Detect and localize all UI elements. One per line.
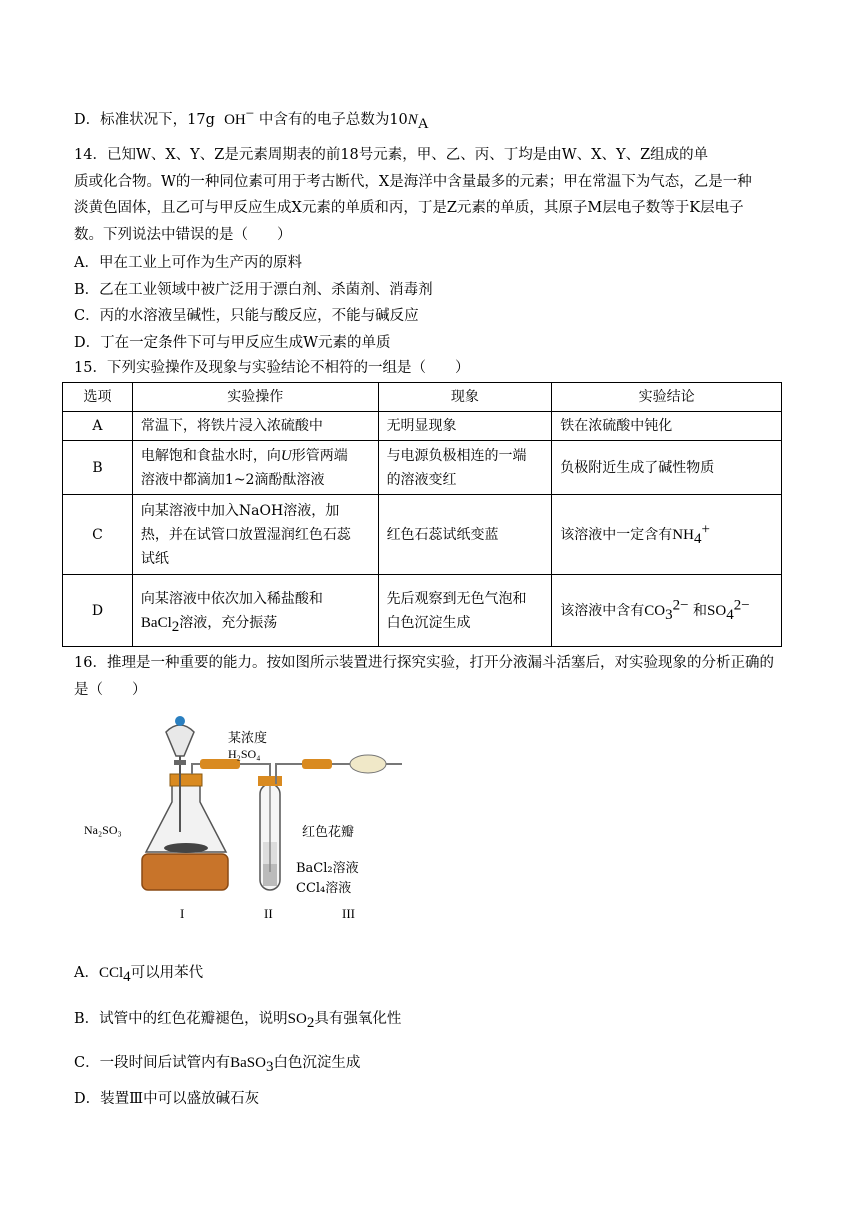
drying-tube xyxy=(350,755,386,773)
q14-stem-line: 数。下列说法中错误的是（ ） xyxy=(74,226,292,243)
row-key: C xyxy=(63,495,133,575)
q16-option-c: C．一段时间后试管内有BaSO$_3$白色沉淀生成 xyxy=(74,1055,361,1075)
hot-plate xyxy=(142,854,228,890)
table-row-d xyxy=(63,575,782,647)
row-key: A xyxy=(63,412,133,441)
apparatus-figure xyxy=(80,712,420,932)
table-header-row xyxy=(63,383,782,412)
q14-option-d: D．丁在一定条件下可与甲反应生成W元素的单质 xyxy=(74,334,391,351)
row-phenomenon: 红色石蕊试纸变蓝 xyxy=(378,495,552,575)
row-operation: 电解饱和食盐水时，向U形管两端 溶液中都滴加1~2滴酚酞溶液 xyxy=(132,441,378,495)
q14-option-b: B．乙在工业领域中被广泛用于漂白剂、杀菌剂、消毒剂 xyxy=(74,281,433,298)
conical-flask xyxy=(146,782,226,852)
row-operation: 向某溶液中依次加入稀盐酸和 BaCl$_2$溶液，充分振荡 xyxy=(132,575,378,647)
table-row-a xyxy=(63,412,782,441)
funnel-stopper xyxy=(175,716,185,726)
row-conclusion: 负极附近生成了碱性物质 xyxy=(552,441,782,495)
row-phenomenon: 无明显现象 xyxy=(378,412,552,441)
q14-stem xyxy=(74,142,790,248)
row-operation: 常温下，将铁片浸入浓硫酸中 xyxy=(132,412,378,441)
row-conclusion: 铁在浓硫酸中钝化 xyxy=(552,412,782,441)
label-ccl4: CCl₄溶液 xyxy=(296,881,352,896)
label-na2so3: Na₂SO₃ xyxy=(84,823,122,837)
row-key: D xyxy=(63,575,133,647)
q14-option-a: A．甲在工业上可作为生产丙的原料 xyxy=(74,255,302,271)
q15-table xyxy=(62,382,782,647)
q16-option-d: D．装置Ⅲ中可以盛放碱石灰 xyxy=(74,1091,260,1107)
row-conclusion: 该溶液中含有$CO_3^{2-}$ 和$SO_4^{2-}$ xyxy=(552,575,782,647)
q16-stem-line: 是（ ） xyxy=(74,681,147,698)
row-phenomenon: 与电源负极相连的一端 的溶液变红 xyxy=(378,441,552,495)
label-ii: II xyxy=(264,906,273,921)
q14-option-c: C．丙的水溶液呈碱性，只能与酸反应，不能与碱反应 xyxy=(74,308,419,324)
label-acid-formula: H₂SO₄ xyxy=(228,747,261,761)
q14-stem-line: 14．已知W、X、Y、Z是元素周期表的前18号元素，甲、乙、丙、丁均是由W、X、Y、Z组成的单 xyxy=(74,147,709,163)
row-conclusion: 该溶液中一定含有$NH_4^+$ xyxy=(552,495,782,575)
q14-options xyxy=(74,250,790,356)
table-row-b xyxy=(63,441,782,495)
flask-stopper xyxy=(170,774,202,786)
label-i: I xyxy=(180,906,185,921)
q16-stem xyxy=(74,650,790,703)
q16-option-b: B．试管中的红色花瓣褪色，说明$SO_2$具有强氧化性 xyxy=(74,1011,402,1031)
row-key: B xyxy=(63,441,133,495)
q14-stem-line: 淡黄色固体，且乙可与甲反应生成X元素的单质和丙，丁是Z元素的单质，其原子M层电子数等于K层电子 xyxy=(74,200,744,216)
table-row-c xyxy=(63,495,782,575)
header-option: 选项 xyxy=(63,383,133,412)
header-phenomenon: 现象 xyxy=(378,383,552,412)
separating-funnel xyxy=(166,725,194,756)
label-bacl2: BaCl₂溶液 xyxy=(296,861,359,876)
header-conclusion: 实验结论 xyxy=(552,383,782,412)
q16-stem-line: 16．推理是一种重要的能力。按如图所示装置进行探究实验，打开分液漏斗活塞后，对实验现象的分析正确的 xyxy=(74,655,774,671)
q16-option-a: A．CCl$_4$可以用苯代 xyxy=(74,965,204,985)
q13-option-d: D．标准状况下，17g OH− 中含有的电子总数为$10N_A$ xyxy=(74,106,429,132)
q15-stem: 15．下列实验操作及现象与实验结论不相符的一组是（ ） xyxy=(74,360,470,376)
funnel-tap xyxy=(174,760,186,765)
q14-stem-line: 质或化合物。W的一种同位素可用于考古断代，X是海洋中含量最多的元素；甲在常温下为气态，乙是一种 xyxy=(74,173,752,190)
na2so3-solid xyxy=(164,843,208,853)
header-operation: 实验操作 xyxy=(132,383,378,412)
label-iii: III xyxy=(342,906,355,921)
tube-stopper xyxy=(258,776,282,786)
label-acid: 某浓度 xyxy=(228,731,268,746)
outlet-hose xyxy=(302,759,332,769)
row-operation: 向某溶液中加入NaOH溶液，加 热，并在试管口放置湿润红色石蕊 试纸 xyxy=(132,495,378,575)
row-phenomenon: 先后观察到无色气泡和 白色沉淀生成 xyxy=(378,575,552,647)
label-petal: 红色花瓣 xyxy=(302,825,355,840)
